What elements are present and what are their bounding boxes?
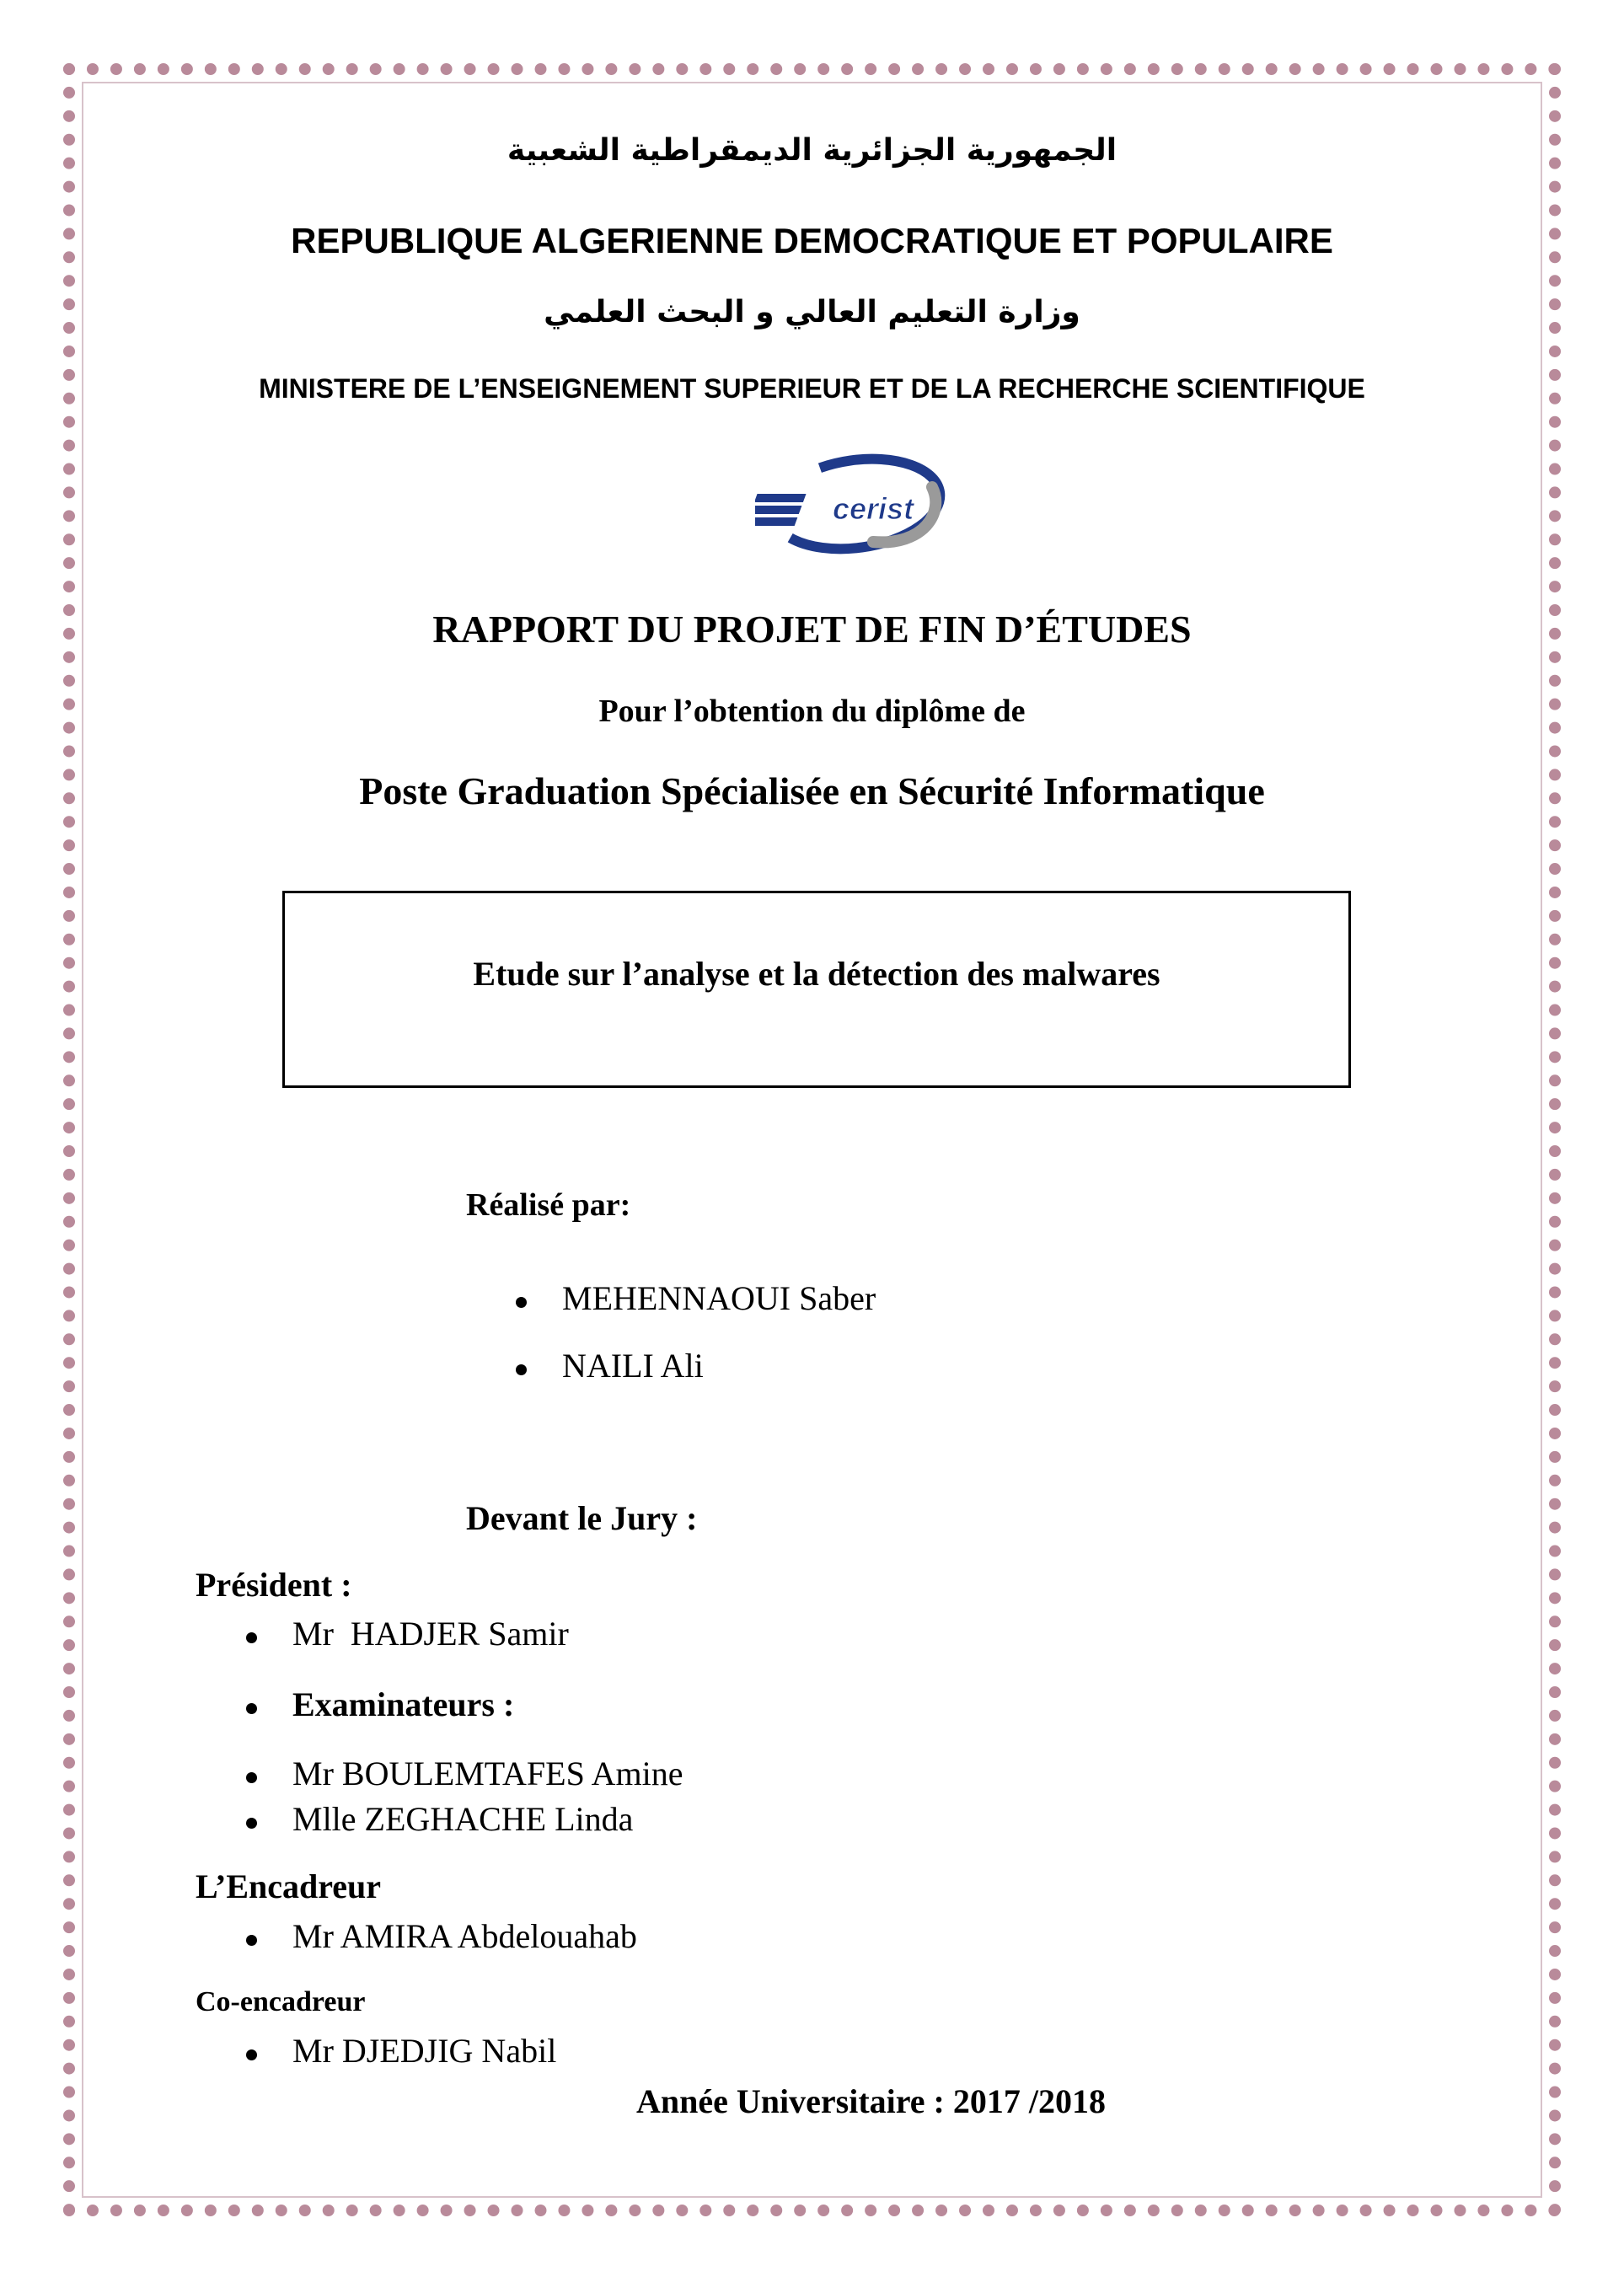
examiner-name: Mlle ZEGHACHE Linda (292, 1800, 634, 1838)
authors-label: Réalisé par: (466, 1187, 631, 1223)
president-name: Mr HADJER Samir (292, 1615, 569, 1653)
bullet-icon (246, 1632, 257, 1643)
bullet-icon (246, 1935, 257, 1946)
cosupervisor-label: Co-encadreur (196, 1986, 366, 2017)
republic-heading: REPUBLIQUE ALGERIENNE DEMOCRATIQUE ET POPULAIRE (291, 221, 1333, 260)
arabic-republic-heading: الجمهورية الجزائرية الديمقراطية الشعبية (506, 133, 1118, 168)
author-name: NAILI Ali (562, 1347, 704, 1385)
arabic-ministry-heading: وزارة التعليم العالي و البحث العلمي (544, 295, 1080, 329)
bullet-icon (246, 1703, 257, 1714)
bullet-icon (246, 2049, 257, 2060)
examiners-label: Examinateurs : (292, 1685, 515, 1723)
cerist-logo (755, 453, 957, 555)
examiner-name: Mr BOULEMTAFES Amine (292, 1755, 683, 1792)
bullet-icon (246, 1772, 257, 1783)
bullet-icon (516, 1297, 527, 1308)
topic-title: Etude sur l’analyse et la détection des malwares (473, 955, 1160, 993)
degree-title: Poste Graduation Spécialisée en Sécurité Informatique (359, 769, 1265, 812)
svg-text:cerist: cerist (833, 491, 914, 526)
president-label: Président : (196, 1566, 352, 1604)
author-name: MEHENNAOUI Saber (562, 1279, 876, 1317)
cosupervisor-name: Mr DJEDJIG Nabil (292, 2032, 557, 2070)
supervisor-name: Mr AMIRA Abdelouahab (292, 1917, 637, 1955)
report-title: RAPPORT DU PROJET DE FIN D’ÉTUDES (432, 608, 1192, 651)
topic-box (282, 891, 1351, 1088)
bullet-icon (246, 1818, 257, 1829)
ministry-heading: MINISTERE DE L’ENSEIGNEMENT SUPERIEUR ET DE LA RECHERCHE SCIENTIFIQUE (259, 373, 1365, 404)
jury-label: Devant le Jury : (466, 1499, 698, 1537)
supervisor-label: L’Encadreur (196, 1867, 382, 1905)
report-subtitle: Pour l’obtention du diplôme de (598, 694, 1026, 729)
academic-year: Année Universitaire : 2017 /2018 (636, 2082, 1106, 2120)
bullet-icon (516, 1364, 527, 1375)
